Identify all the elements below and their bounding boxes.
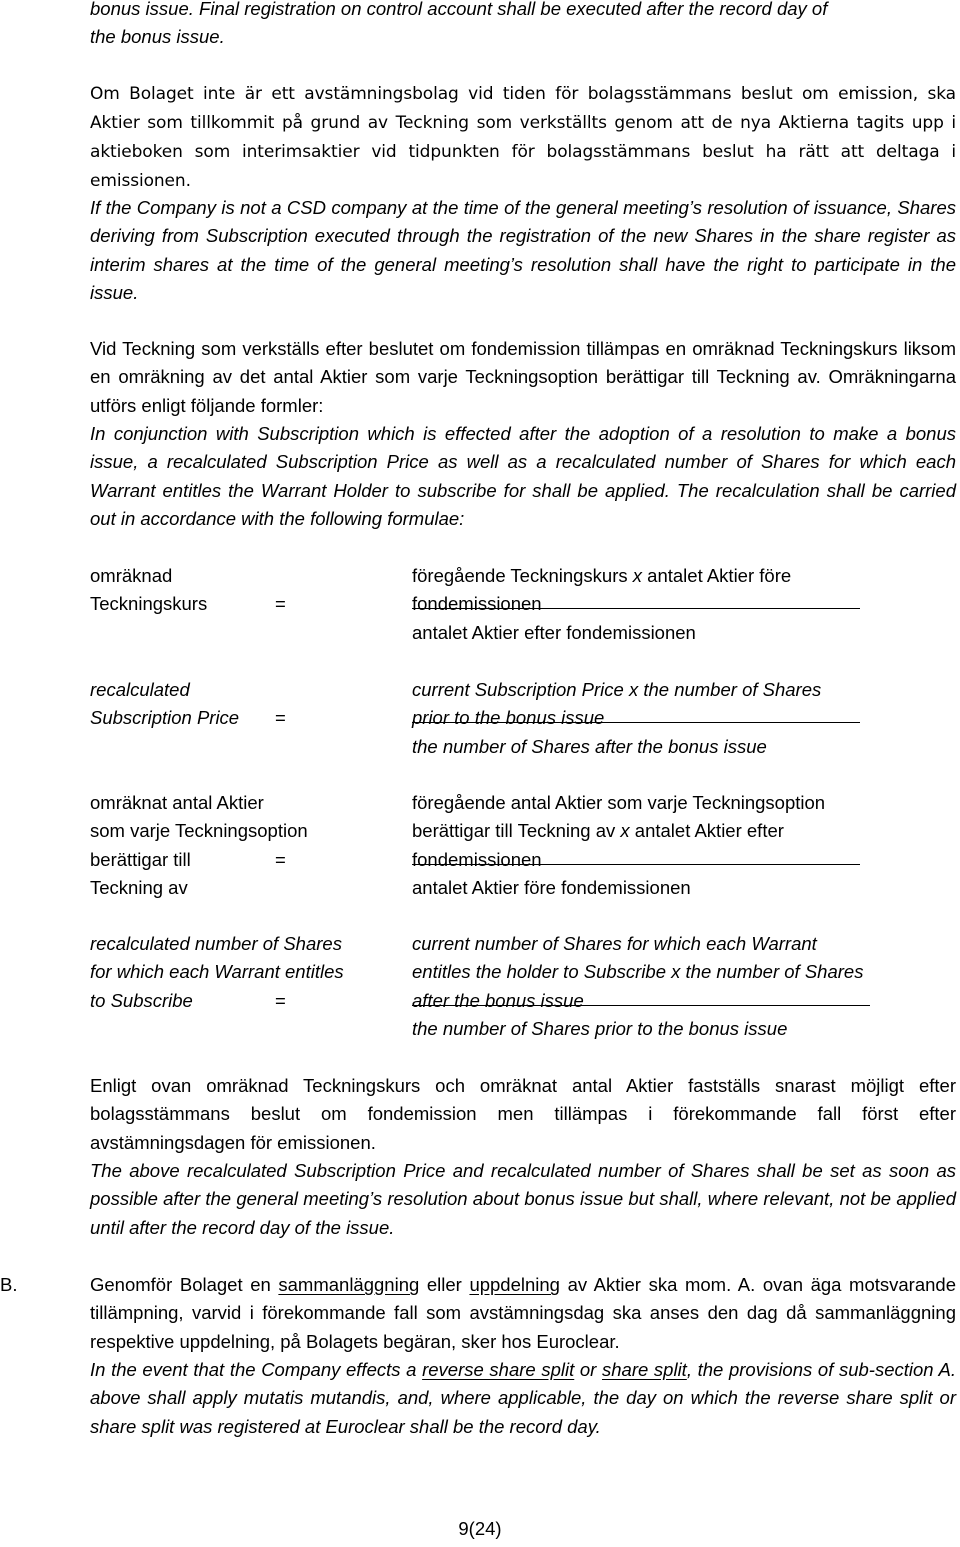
formula-label-line: recalculated number of Shares <box>90 933 342 954</box>
formula-numerator-line: fondemissionen <box>412 590 932 618</box>
formula-denominator: antalet Aktier efter fondemissionen <box>412 621 696 643</box>
formula-label-line: recalculated <box>90 679 190 700</box>
formula-numerator-line: current Subscription Price x the number of Shares <box>412 679 822 700</box>
continuation-text <box>90 0 956 52</box>
formula-numerator-line: current number of Shares for which each Warrant <box>412 933 817 954</box>
formula-fraction <box>412 789 932 903</box>
formula-numerator-line: entitles the holder to Subscribe x the number of Shares <box>412 961 864 983</box>
formula-label <box>90 562 410 619</box>
continuation-line-2: the bonus issue. <box>90 26 225 48</box>
section-label: B. <box>0 1274 18 1295</box>
paragraph-en-after: The above recalculated Subscription Price and recalculated number of Shares shall be set as soon as possible after the general meeting’s resolution about bonus issue but shall, where relevant, not be applied until after the record day of the issue. <box>90 1160 956 1238</box>
equals-sign: = <box>275 849 286 870</box>
paragraph-sv-csd: Om Bolaget inte är ett avstämningsbolag vid tiden för bolagsstämmans beslut om emission, ska Aktier som tillkommit på grund av Teckning som verkställts genom att de nya Aktierna tagits upp i aktieboken som interimsaktier vid tidpunkten för bolagsstämmans beslut ha rätt att deltaga i emissionen. <box>90 84 956 191</box>
formula-numerator-line: föregående Teckningskurs x antalet Aktier före <box>412 565 792 586</box>
equals-sign: = <box>275 990 286 1011</box>
formula-numerator-line: fondemissionen <box>412 846 932 874</box>
paragraph-en-csd: If the Company is not a CSD company at the time of the general meeting’s resolution of issuance, Shares deriving from Subscription executed through the registration of the new Shares in the share register as interim shares at the time of the general meeting’s resolution shall have the right to participate in the issue. <box>90 197 956 304</box>
formula-label-line: som varje Teckningsoption <box>90 820 308 842</box>
page-number: 9(24) <box>458 1518 502 1539</box>
formula-label-line: for which each Warrant entitles <box>90 961 344 983</box>
formula-numerator-line: after the bonus issue <box>412 987 932 1015</box>
formula-numerator-line: berättigar till Teckning av x antalet Aktier efter <box>412 820 784 842</box>
section-b-sv: Genomför Bolaget en sammanläggning eller uppdelning av Aktier ska mom. A. ovan äga motsvarande tillämpning, varvid i förekommande fall som avstämningsdag ska anses den dag då sammanläggning respektive uppdelning, på Bolagets begäran, sker hos Euroclear. <box>90 1274 956 1352</box>
formula-fraction <box>412 930 932 1044</box>
formula-label <box>90 789 410 903</box>
formula-label-line: berättigar till <box>90 848 191 870</box>
formula-label-line: omräknat antal Aktier <box>90 792 264 813</box>
section-b-en: In the event that the Company effects a reverse share split or share split, the provisions of sub-section A. above shall apply mutatis mutandis, and, where applicable, the day on which the reverse share split or share split was registered at Euroclear shall be the record day. <box>90 1359 957 1437</box>
formula-denominator: the number of Shares after the bonus issue <box>412 735 767 757</box>
formula-label-line: omräknad <box>90 565 173 586</box>
formula-denominator: antalet Aktier före fondemissionen <box>412 877 691 899</box>
formula-denominator: the number of Shares prior to the bonus issue <box>412 1018 788 1040</box>
paragraph-sv-recalc: Vid Teckning som verkställs efter beslutet om fondemission tillämpas en omräknad Teckningskurs liksom en omräkning av det antal Aktier som varje Teckningsoption berättigar till Teckning av. Omräkningarna utförs enligt följande formler: <box>90 338 956 416</box>
formula-label <box>90 930 410 1015</box>
paragraph-en-recalc: In conjunction with Subscription which is effected after the adoption of a resolution to make a bonus issue, a recalculated Subscription Price as well as a recalculated number of Shares for which each Warrant entitles the Warrant Holder to subscribe for shall be applied. The recalculation shall be carried out in accordance with the following formulae: <box>90 423 956 530</box>
formula-label-line: Teckning av <box>90 877 188 899</box>
continuation-line-1: bonus issue. Final registration on control account shall be executed after the record day of <box>90 0 828 19</box>
equals-sign: = <box>275 707 286 728</box>
formula-label-line: Subscription Price <box>90 707 240 729</box>
formula-fraction <box>412 676 932 761</box>
formula-fraction <box>412 562 932 647</box>
paragraph-sv-after: Enligt ovan omräknad Teckningskurs och omräknat antal Aktier fastställs snarast möjligt efter bolagsstämmans beslut om fondemission men tillämpas i förekommande fall först efter avstämningsdagen för emissionen. <box>90 1075 956 1153</box>
formula-label-line: Teckningskurs <box>90 593 208 615</box>
formula-label <box>90 676 410 733</box>
formula-label-line: to Subscribe <box>90 989 193 1011</box>
equals-sign: = <box>275 593 286 614</box>
formula-numerator-line: föregående antal Aktier som varje Teckningsoption <box>412 792 826 813</box>
formula-numerator-line: prior to the bonus issue <box>412 704 932 732</box>
